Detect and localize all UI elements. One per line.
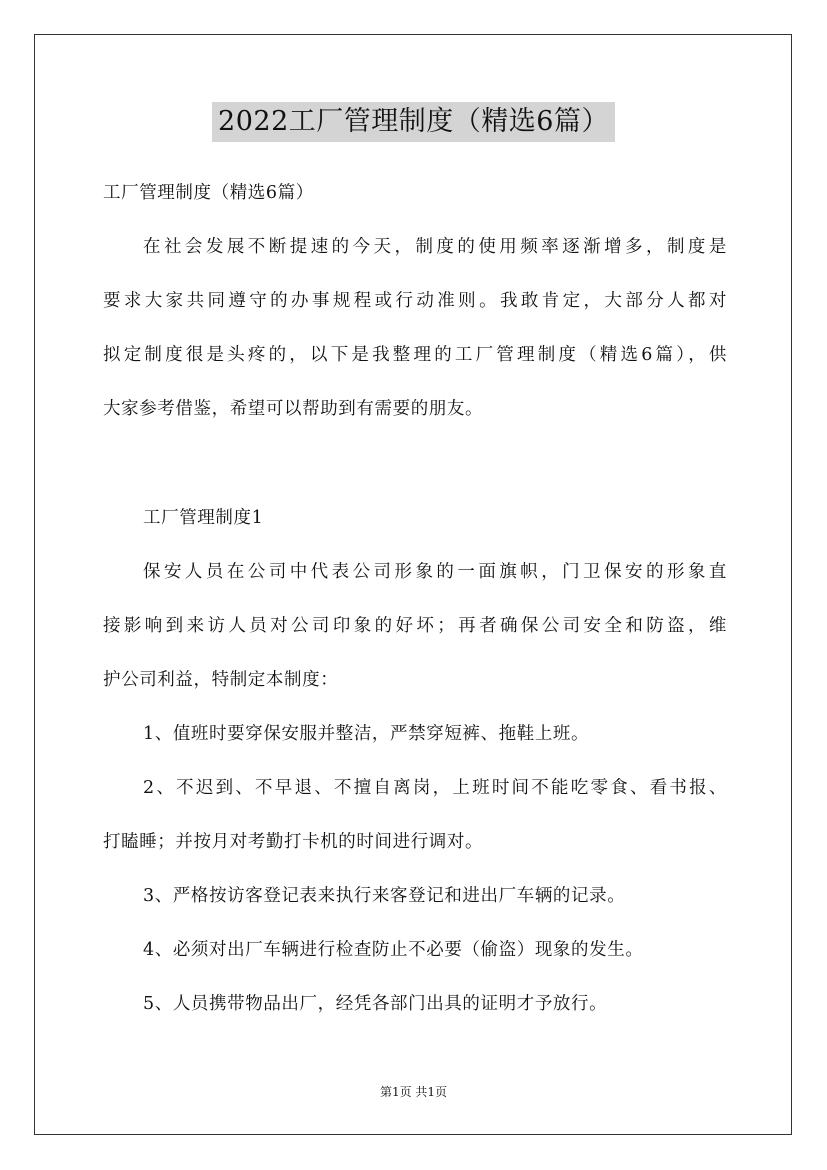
- section-heading: 工厂管理制度1: [143, 508, 264, 528]
- rule-item: 2、不迟到、不早退、不擅自离岗，上班时间不能吃零食、看书报、: [143, 778, 727, 798]
- document-subtitle: 工厂管理制度（精选6篇）: [103, 183, 314, 203]
- rule-item-continuation: 打瞌睡；并按月对考勤打卡机的时间进行调对。: [103, 832, 484, 852]
- rule-item: 1、值班时要穿保安服并整洁，严禁穿短裤、拖鞋上班。: [143, 724, 590, 744]
- page-footer: 第1页 共1页: [379, 1085, 448, 1099]
- intro-line: 大家参考借鉴，希望可以帮助到有需要的朋友。: [103, 399, 484, 419]
- section-paragraph-line: 保安人员在公司中代表公司形象的一面旗帜，门卫保安的形象直: [143, 562, 727, 582]
- rule-item: 4、必须对出厂车辆进行检查防止不必要（偷盗）现象的发生。: [143, 940, 644, 960]
- rule-item: 5、人员携带物品出厂，经凭各部门出具的证明才予放行。: [143, 994, 608, 1014]
- section-paragraph-line: 接影响到来访人员对公司印象的好坏；再者确保公司安全和防盗，维: [103, 616, 727, 636]
- section-paragraph-line: 护公司利益，特制定本制度：: [103, 670, 339, 690]
- intro-line: 拟定制度很是头疼的，以下是我整理的工厂管理制度（精选6篇），供: [103, 345, 727, 365]
- intro-line: 要求大家共同遵守的办事规程或行动准则。我敢肯定，大部分人都对: [103, 291, 727, 311]
- document-title-block: [0, 102, 827, 142]
- intro-line: 在社会发展不断提速的今天，制度的使用频率逐渐增多，制度是: [143, 237, 727, 257]
- document-title: 2022工厂管理制度（精选6篇）: [212, 102, 615, 142]
- rule-item: 3、严格按访客登记表来执行来客登记和进出厂车辆的记录。: [143, 886, 626, 906]
